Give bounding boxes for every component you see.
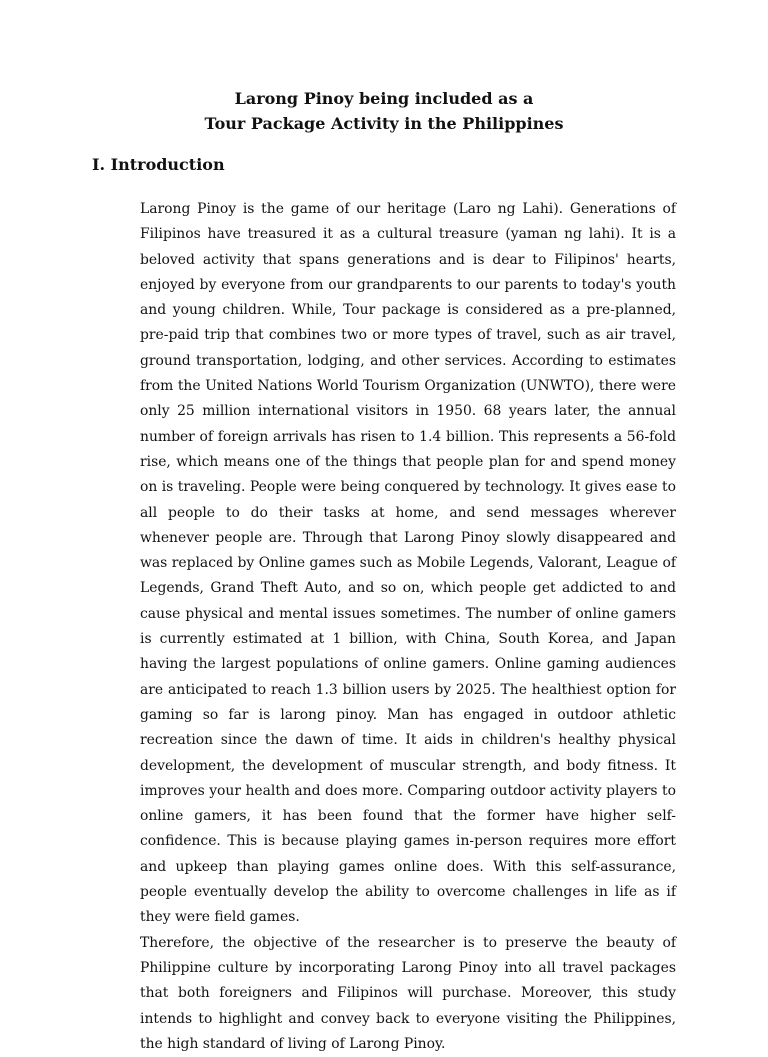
document-title bbox=[0, 86, 768, 136]
paragraph-objective: Therefore, the objective of the researcher is to preserve the beauty of Philippine culture by incorporating Larong Pinoy into all travel packages that both foreigners and Filipinos will purchase. Moreover, this study intends to highlight and convey back to everyone visiting the Philippines, the high standard of living of Larong Pinoy. bbox=[140, 934, 676, 1052]
body-text bbox=[140, 197, 676, 1057]
paragraph-intro: Larong Pinoy is the game of our heritage (Laro ng Lahi). Generations of Filipinos have treasured it as a cultural treasure (yaman ng lahi). It is a beloved activity that spans generations and is dear to Filipinos' hearts, enjoyed by everyone from our grandparents to our parents to today's youth and young children. While, Tour package is considered as a pre-planned, pre-paid trip that combines two or more types of travel, such as air travel, ground transportation, lodging, and other services. According to estimates from the United Nations World Tourism Organization (UNWTO), there were only 25 million international visitors in 1950. 68 years later, the annual number of foreign arrivals has risen to 1.4 billion. This represents a 56-fold rise, which means one of the things that people plan for and spend money on is traveling. People were being conquered by technology. It gives ease to all people to do their tasks at home, and send messages wherever whenever people are. Through that Larong Pinoy slowly disappeared and was replaced by Online games such as Mobile Legends, Valorant, League of Legends, Grand Theft Auto, and so on, which people get addicted to and cause physical and mental issues sometimes. The number of online gamers is currently estimated at 1 billion, with China, South Korea, and Japan having the largest populations of online gamers. Online gaming audiences are anticipated to reach 1.3 billion users by 2025. The healthiest option for gaming so far is larong pinoy. Man has engaged in outdoor athletic recreation since the dawn of time. It aids in children's healthy physical development, the development of muscular strength, and body fitness. It improves your health and does more. Comparing outdoor activity players to online gamers, it has been found that the former have higher self-confidence. This is because playing games in-person requires more effort and upkeep than playing games online does. With this self-assurance, people eventually develop the ability to overcome challenges in life as if they were field games. bbox=[140, 201, 676, 926]
section-heading: I. Introduction bbox=[92, 155, 225, 174]
title-line-2: Tour Package Activity in the Philippines bbox=[204, 114, 564, 133]
title-line-1: Larong Pinoy being included as a bbox=[234, 89, 534, 108]
